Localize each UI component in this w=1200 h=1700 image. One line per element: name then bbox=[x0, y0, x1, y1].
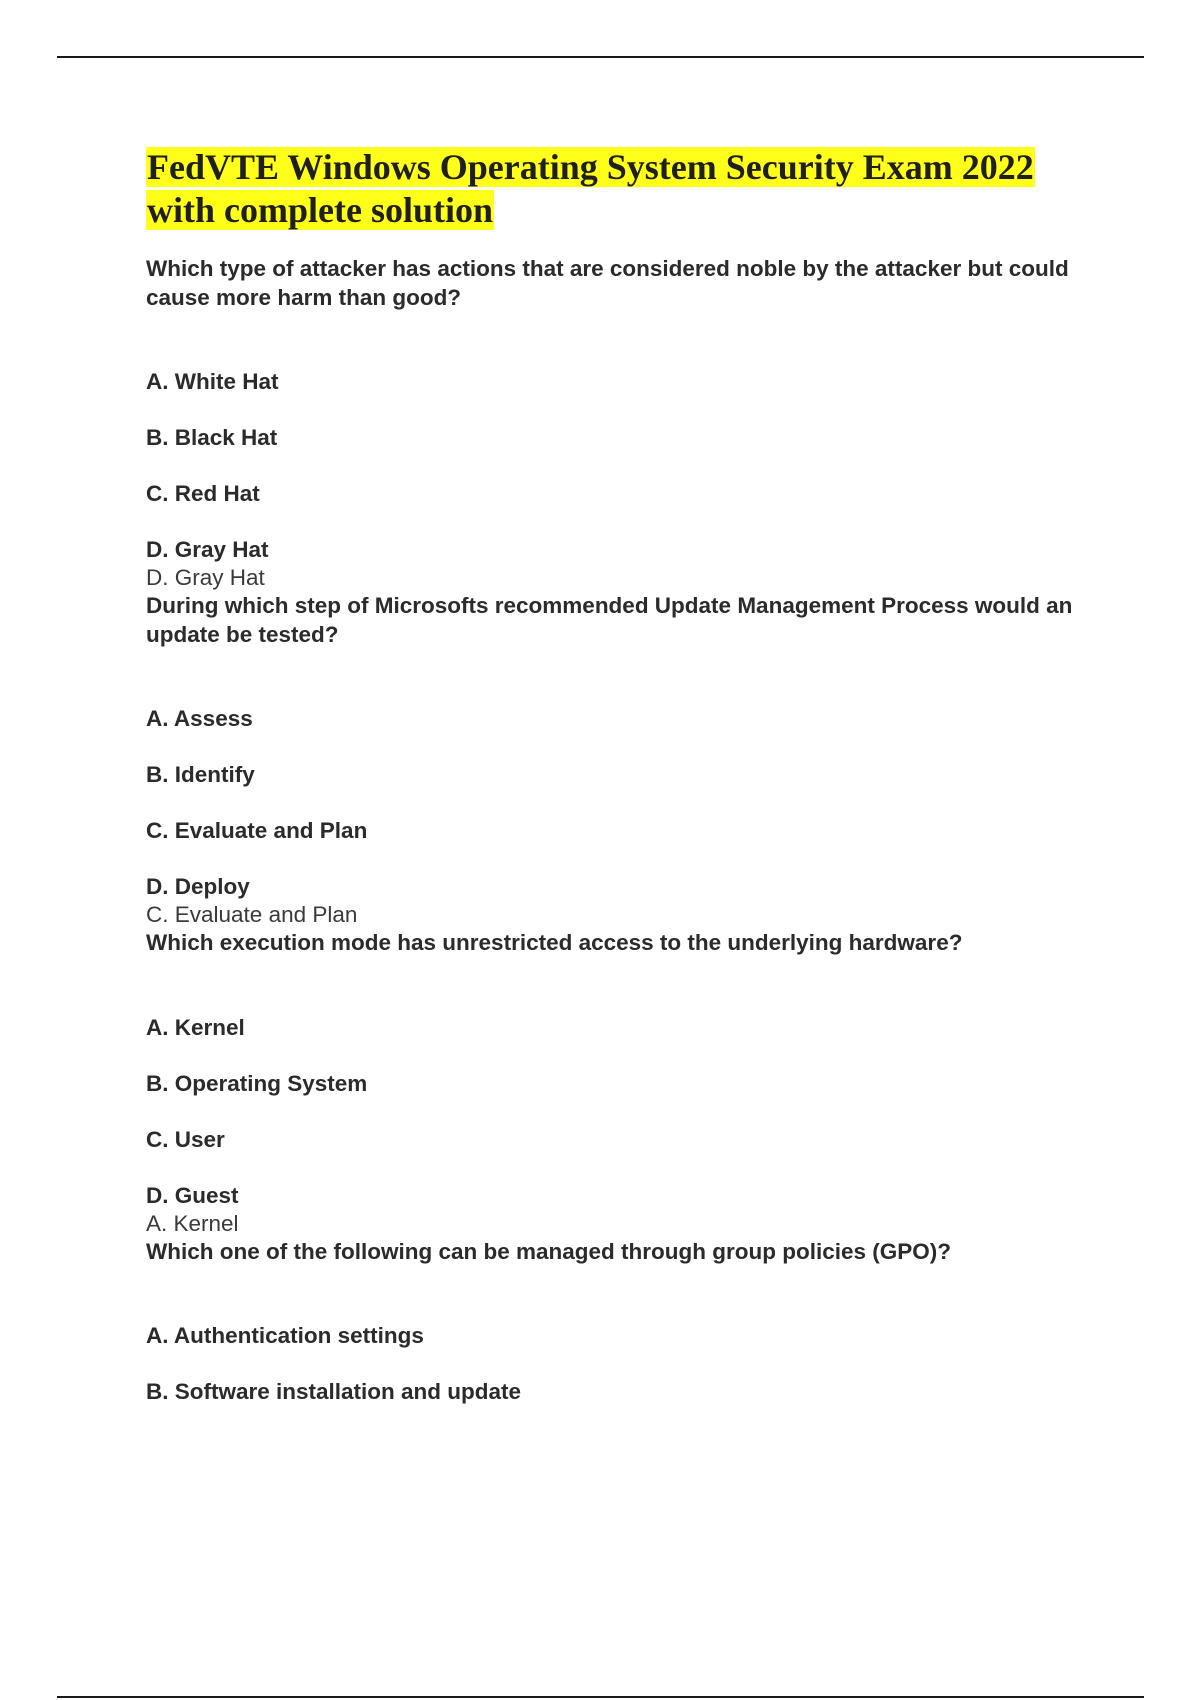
document-body bbox=[146, 146, 1076, 1406]
question-block bbox=[146, 255, 1076, 592]
option-item: D. Guest bbox=[146, 1182, 239, 1208]
answer-text: D. Gray Hat bbox=[146, 565, 265, 590]
option-item: A. Kernel bbox=[146, 1014, 245, 1040]
option-item: D. Gray Hat bbox=[146, 537, 269, 562]
option-item: D. Deploy bbox=[146, 874, 250, 899]
option-item: C. Evaluate and Plan bbox=[146, 818, 368, 843]
question-block bbox=[146, 929, 1076, 1238]
option-item: B. Software installation and update bbox=[146, 1379, 522, 1404]
footer-rule bbox=[57, 1696, 1144, 1698]
option-item: C. Red Hat bbox=[146, 481, 260, 506]
option-item: A. Authentication settings bbox=[146, 1323, 424, 1348]
option-item: B. Identify bbox=[146, 762, 255, 787]
question-block bbox=[146, 1238, 1076, 1407]
question-text: Which one of the following can be managed through group policies (GPO)? bbox=[146, 1238, 951, 1264]
option-item: A. White Hat bbox=[146, 369, 279, 394]
header-rule bbox=[57, 56, 1144, 58]
option-list bbox=[146, 1014, 1076, 1210]
option-item: B. Black Hat bbox=[146, 425, 278, 450]
option-item: C. User bbox=[146, 1126, 225, 1152]
question-text: During which step of Microsofts recommended Update Management Process would an update be tested? bbox=[146, 593, 1073, 647]
question-text: Which type of attacker has actions that are considered noble by the attacker but could cause more harm than good? bbox=[146, 256, 1069, 310]
question-text: Which execution mode has unrestricted access to the underlying hardware? bbox=[146, 930, 963, 955]
answer-text: C. Evaluate and Plan bbox=[146, 902, 358, 927]
answer-text: A. Kernel bbox=[146, 1210, 239, 1236]
option-list bbox=[146, 705, 1076, 901]
option-list bbox=[146, 1322, 1076, 1406]
question-block bbox=[146, 592, 1076, 929]
document-title: FedVTE Windows Operating System Security Exam 2022 with complete solution bbox=[147, 147, 1034, 230]
option-list bbox=[146, 368, 1076, 564]
option-item: A. Assess bbox=[146, 706, 253, 731]
option-item: B. Operating System bbox=[146, 1070, 368, 1096]
